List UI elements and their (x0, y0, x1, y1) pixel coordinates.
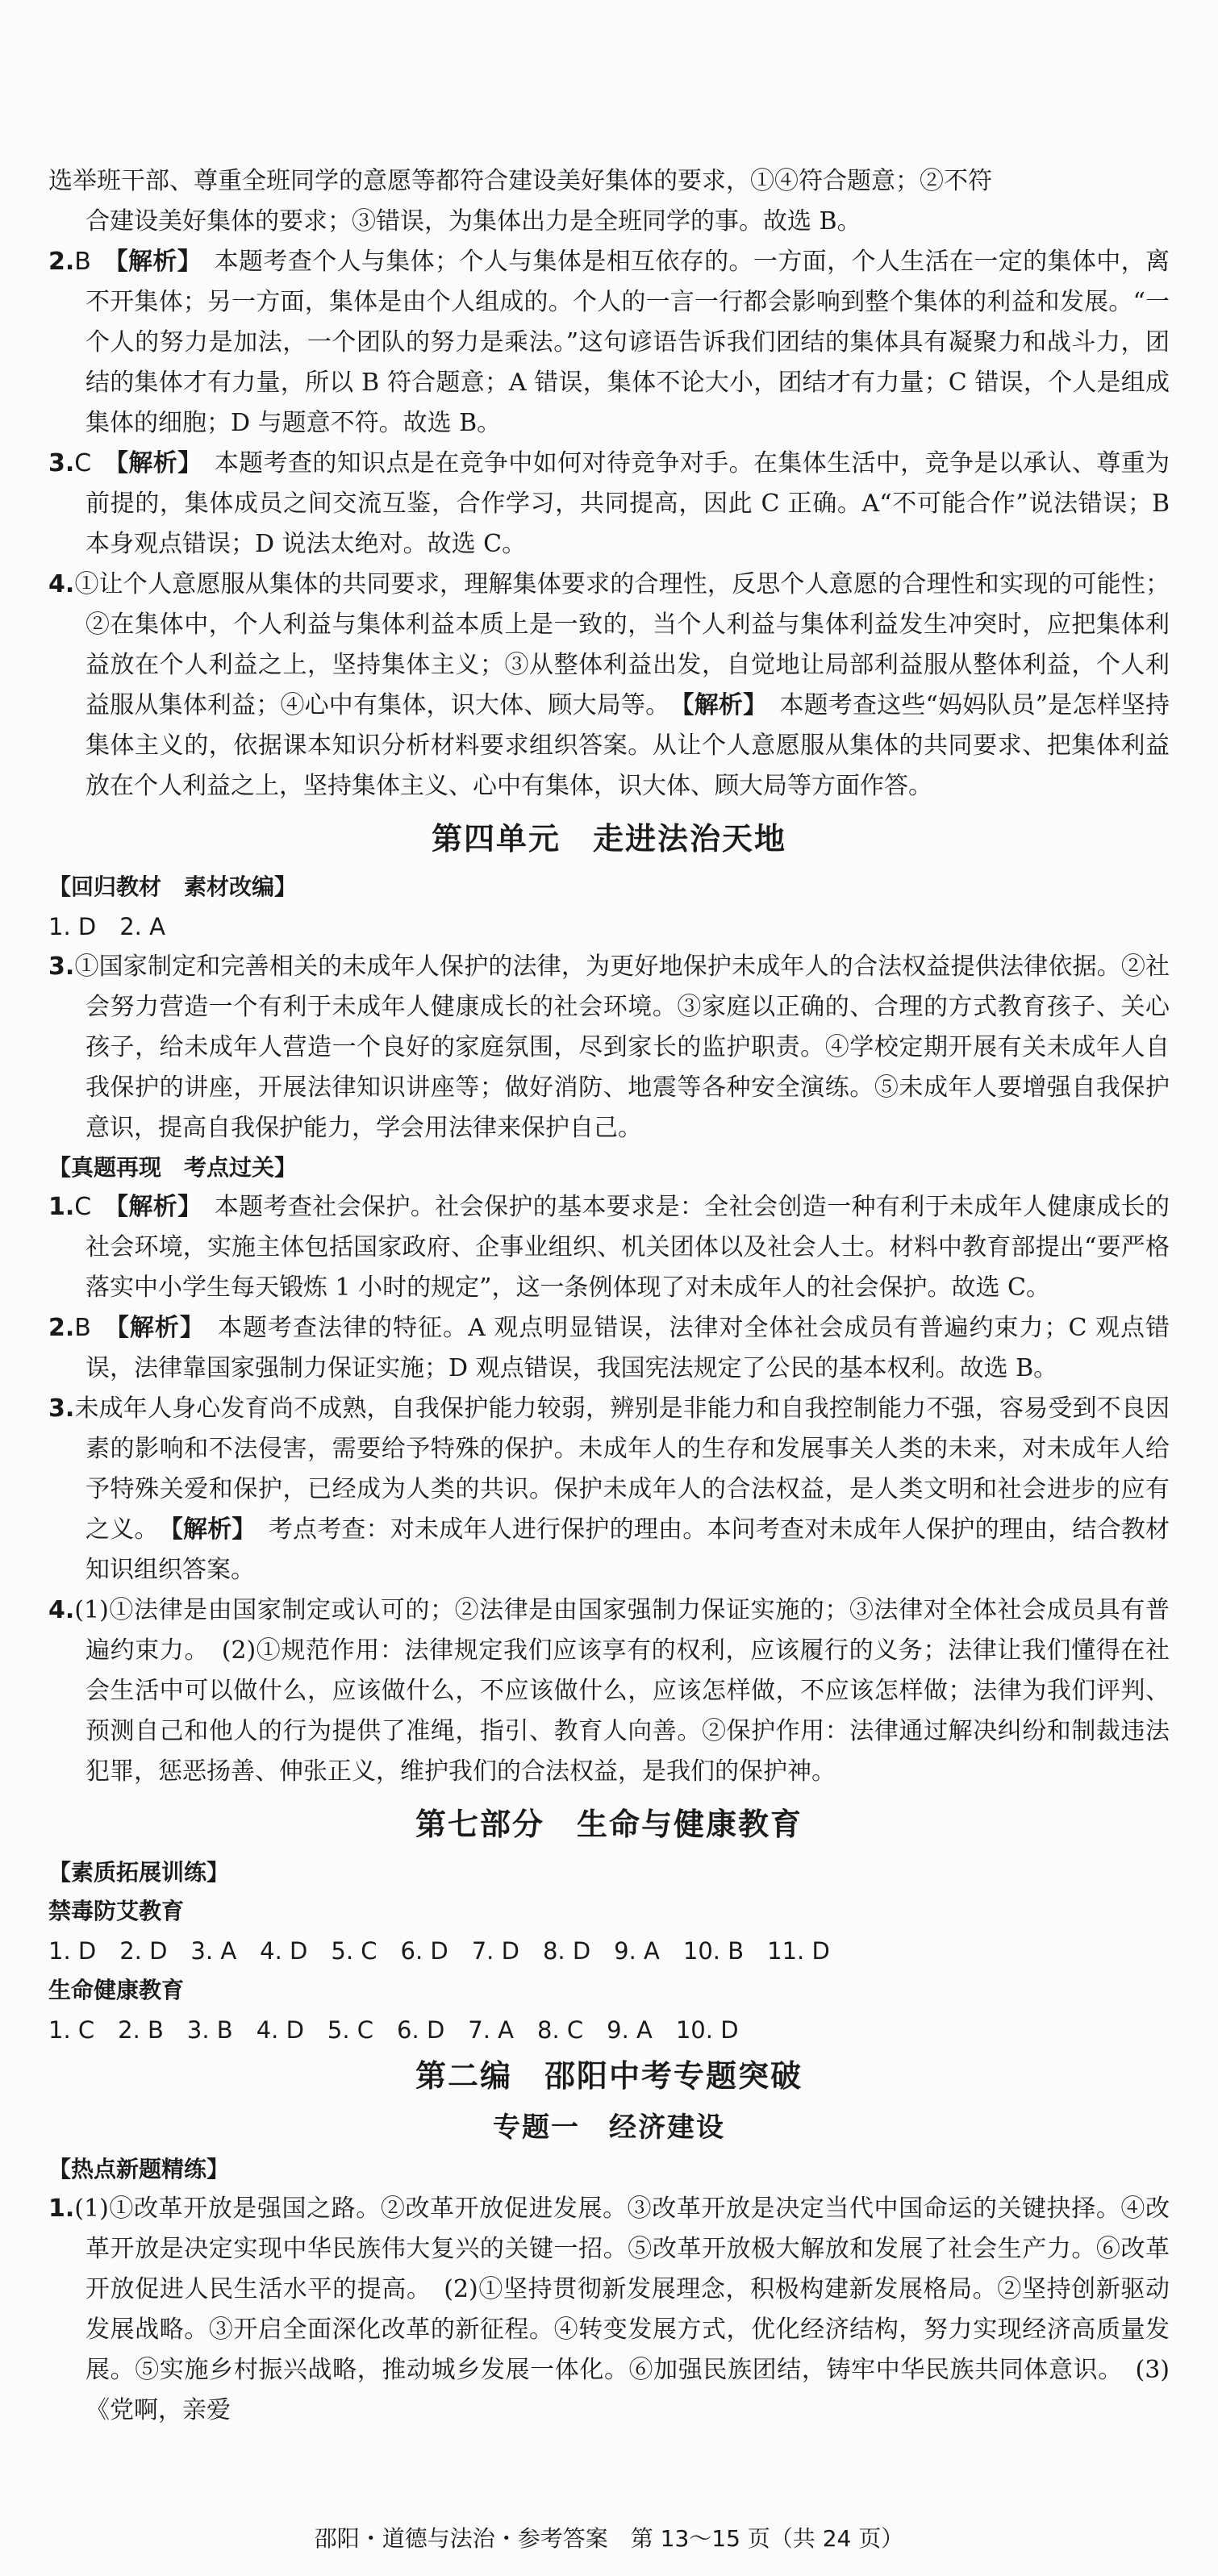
part7-answers-drug: 1. D 2. D 3. A 4. D 5. C 6. D 7. D 8. D 9. A 10. B 11. D (48, 1937, 830, 1965)
unit4-exam-item-1: 1.C 【解析】 本题考查社会保护。社会保护的基本要求是：全社会创造一种有利于未成年人健康成长的社会环境，实施主体包括国家政府、企事业组织、机关团体以及社会人士。材料中教育部提出“要严格落实中小学生每天锻炼 1 小时的规定”，这一条例体现了对未成年人的社会保护。故选 C。 (48, 1193, 1170, 1302)
part7-title: 第七部分 生命与健康教育 (415, 1807, 803, 1842)
topic1-title: 专题一 经济建设 (493, 2111, 725, 2144)
unit4-section-1: 【回归教材 素材改编】 (48, 873, 298, 900)
part7-section: 【素质拓展训练】 (48, 1859, 230, 1886)
edition2-item-1: 1.(1)①改革开放是强国之路。②改革开放促进发展。③改革开放是决定当代中国命运的关键抉择。④改革开放是决定实现中华民族伟大复兴的关键一招。⑤改革开放极大解放和发展了社会生产力。⑥改革开放促进人民生活水平的提高。 (2)①坚持贯彻新发展理念，积极构建新发展格局。②坚持创新驱动发展战略。③开启全面深化改革的新征程。④转变发展方式，优化经济结构，努力实现经济高质量发展。⑤实施乡村振兴战略，推动城乡发展一体化。⑥加强民族团结，铸牢中华民族共同体意识。 (3)《党啊，亲爱 (48, 2195, 1170, 2424)
part7-sub-health: 生命健康教育 (48, 1977, 185, 2003)
page-footer: 邵阳・道德与法治・参考答案 第 13～15 页（共 24 页） (314, 2525, 904, 2552)
lead-line-2: 合建设美好集体的要求；③错误，为集体出力是全班同学的事。故选 B。 (86, 207, 861, 236)
unit4-answers-1-2: 1. D 2. A (48, 913, 165, 940)
answer-item-4: 4.①让个人意愿服从集体的共同要求，理解集体要求的合理性，反思个人意愿的合理性和实现的可能性；②在集体中，个人利益与集体利益本质上是一致的，当个人利益与集体利益发生冲突时，应把集体利益放在个人利益之上，坚持集体主义；③从整体利益出发，自觉地让局部利益服从整体利益，个人利益服从集体利益；④心中有集体，识大体、顾大局等。 【解析】 本题考查这些“妈妈队员”是怎样坚持集体主义的，依据课本知识分析材料要求组织答案。从让个人意愿服从集体的共同要求、把集体利益放在个人利益之上，坚持集体主义、心中有集体，识大体、顾大局等方面作答。 (48, 570, 1170, 800)
unit4-exam-item-2: 2.B 【解析】 本题考查法律的特征。A 观点明显错误，法律对全体社会成员有普遍约束力；C 观点错误，法律靠国家强制力保证实施；D 观点错误，我国宪法规定了公民的基本权利。故选 B。 (48, 1314, 1170, 1382)
answer-item-3: 3.C 【解析】 本题考查的知识点是在竞争中如何对待竞争对手。在集体生活中，竞争是以承认、尊重为前提的，集体成员之间交流互鉴，合作学习，共同提高，因此 C 正确。A“不可能合作”说法错误；B 本身观点错误；D 说法太绝对。故选 C。 (48, 449, 1170, 558)
part7-sub-drug: 禁毒防艾教育 (48, 1898, 185, 1924)
unit4-section-2: 【真题再现 考点过关】 (48, 1154, 298, 1181)
answer-item-2: 2.B 【解析】 本题考查个人与集体；个人与集体是相互依存的。一方面，个人生活在一定的集体中，离不开集体；另一方面，集体是由个人组成的。个人的一言一行都会影响到整个集体的利益和发展。“一个人的努力是加法，一个团队的努力是乘法。”这句谚语告诉我们团结的集体具有凝聚力和战斗力，团结的集体才有力量，所以 B 符合题意；A 错误，集体不论大小，团结才有力量；C 错误，个人是组成集体的细胞；D 与题意不符。故选 B。 (48, 248, 1170, 437)
edition2-title: 第二编 邵阳中考专题突破 (415, 2058, 803, 2094)
unit4-exam-item-4: 4.(1)①法律是由国家制定或认可的；②法律是由国家强制力保证实施的；③法律对全体社会成员具有普遍约束力。 (2)①规范作用：法律规定我们应该享有的权利，应该履行的义务；法律让我们懂得在社会生活中可以做什么，应该做什么，不应该做什么，应该怎样做，不应该怎样做；法律为我们评判、预测自己和他人的行为提供了准绳，指引、教育人向善。②保护作用：法律通过解决纠纷和制裁违法犯罪，惩恶扬善、伸张正义，维护我们的合法权益，是我们的保护神。 (48, 1596, 1170, 1786)
unit4-title: 第四单元 走进法治天地 (431, 821, 786, 857)
edition2-section: 【热点新题精练】 (48, 2156, 230, 2182)
part7-answers-health: 1. C 2. B 3. B 4. D 5. C 6. D 7. A 8. C 9. A 10. D (48, 2016, 739, 2044)
lead-line-1: 选举班干部、尊重全班同学的意愿等都符合建设美好集体的要求，①④符合题意；②不符 (48, 167, 992, 195)
unit4-exam-item-3: 3.未成年人身心发育尚不成熟，自我保护能力较弱，辨别是非能力和自我控制能力不强，容易受到不良因素的影响和不法侵害，需要给予特殊的保护。未成年人的生存和发展事关人类的未来，对未成年人给予特殊关爱和保护，已经成为人类的共识。保护未成年人的合法权益，是人类文明和社会进步的应有之义。 【解析】 考点考查：对未成年人进行保护的理由。本问考查对未成年人保护的理由，结合教材知识组织答案。 (48, 1394, 1170, 1584)
unit4-item-3: 3.①国家制定和完善相关的未成年人保护的法律，为更好地保护未成年人的合法权益提供法律依据。②社会努力营造一个有利于未成年人健康成长的社会环境。③家庭以正确的、合理的方式教育孩子、关心孩子，给未成年人营造一个良好的家庭氛围，尽到家长的监护职责。④学校定期开展有关未成年人自我保护的讲座，开展法律知识讲座等；做好消防、地震等各种安全演练。⑤未成年人要增强自我保护意识，提高自我保护能力，学会用法律来保护自己。 (48, 952, 1170, 1142)
